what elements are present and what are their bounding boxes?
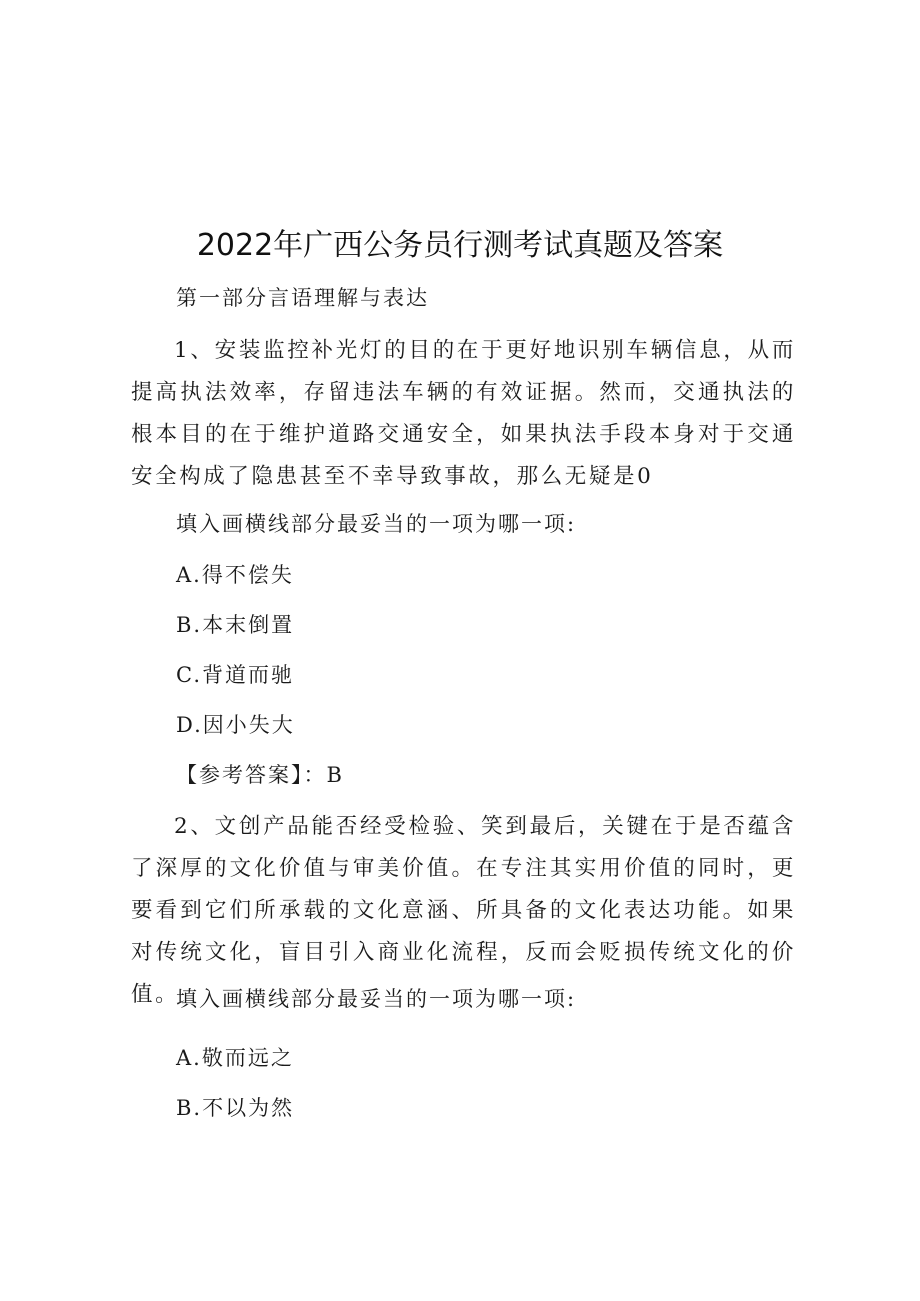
question-1-option-a: A.得不偿失 bbox=[176, 563, 294, 587]
question-2-option-a: A.敬而远之 bbox=[176, 1046, 294, 1070]
document-title: 2022年广西公务员行测考试真题及答案 bbox=[196, 228, 724, 263]
section-heading: 第一部分言语理解与表达 bbox=[176, 286, 429, 310]
question-1-option-d: D.因小失大 bbox=[176, 713, 295, 737]
question-1-option-c: C.背道而驰 bbox=[176, 663, 294, 687]
question-2-stem: 2、文创产品能否经受检验、笑到最后，关键在于是否蕴含了深厚的文化价值与审美价值。在专注其实用价值的同时，更要看到它们所承载的文化意涵、所具备的文化表达功能。如果对传统文化，盲目引入商业化流程，反而会贬损传统文化的价值。 bbox=[131, 814, 796, 1007]
question-1-stem: 1、安装监控补光灯的目的在于更好地识别车辆信息，从而提高执法效率，存留违法车辆的有效证据。然而，交通执法的根本目的在于维护道路交通安全，如果执法手段本身对于交通安全构成了隐患甚至不幸导致事故，那么无疑是0 bbox=[131, 338, 796, 489]
question-1-prompt: 填入画横线部分最妥当的一项为哪一项: bbox=[176, 512, 577, 536]
question-1-option-b: B.本末倒置 bbox=[176, 613, 295, 637]
question-2-option-b: B.不以为然 bbox=[176, 1096, 295, 1120]
question-2-prompt: 填入画横线部分最妥当的一项为哪一项: bbox=[176, 987, 577, 1011]
question-1-answer: 【参考答案】：B bbox=[176, 763, 344, 787]
